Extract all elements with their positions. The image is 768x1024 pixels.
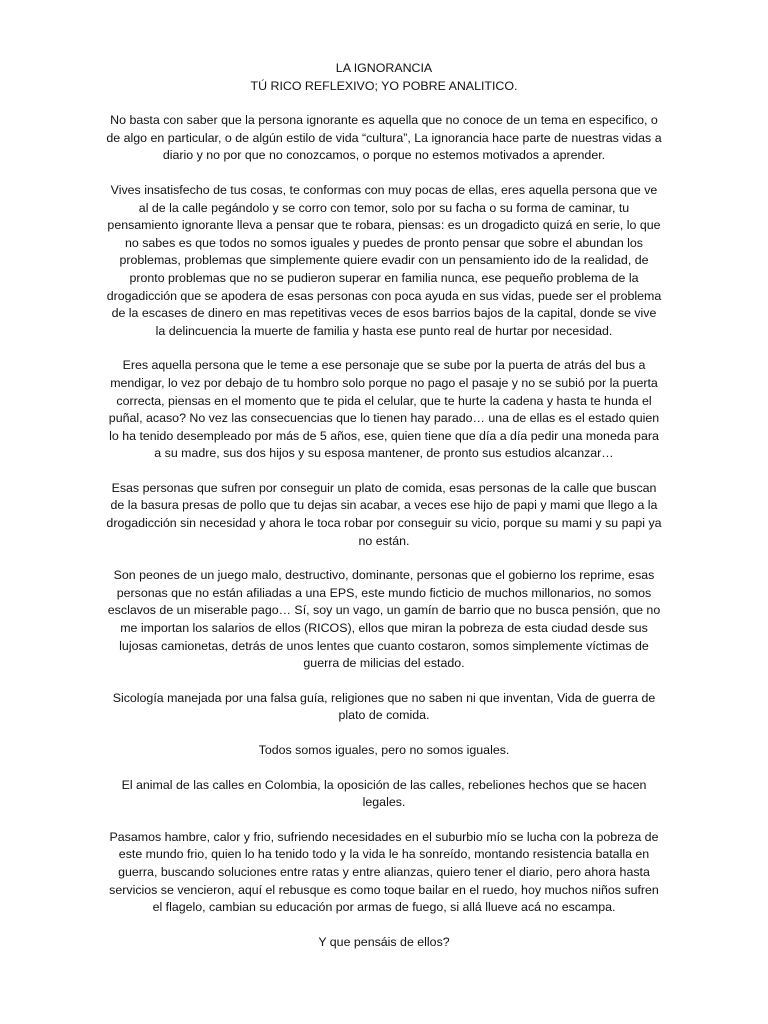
paragraph-1: No basta con saber que la persona ignorante es aquella que no conoce de un tema en especifico, o de algo en particular, o de algún estilo de vida “cultura”, La ignorancia hace parte de nuestras vidas a diario y no por que no conozcamos, o porque no estemos motivados a aprender. (106, 113, 662, 163)
document-subtitle: TÚ RICO REFLEXIVO; YO POBRE ANALITICO. (250, 78, 518, 93)
paragraph-7: Todos somos iguales, pero no somos iguales. (258, 743, 510, 757)
paragraph-10: Y que pensáis de ellos? (318, 934, 450, 949)
paragraph-3: Eres aquella persona que le teme a ese personaje que se sube por la puerta de atrás del bus a mendigar, lo vez por debajo de tu hombro solo porque no pago el pasaje y no se subió por la puerta correcta, piensas en el momento que te pida el celular, que te hurte la cadena y hasta te hunda el puñal, acaso? No vez las consecuencias que lo tienen hay parado… una de ellas es el estado quien lo ha tenido desempleado por más de 5 años, ese, quien tiene que día a día pedir una moneda para a su madre, sus dos hijos y su esposa mantener, de pronto sus estudios alcanzar… (108, 358, 660, 461)
paragraph-9: Pasamos hambre, calor y frio, sufriendo necesidades en el suburbio mío se lucha con la pobreza de este mundo frio, quien lo ha tenido todo y la vida le ha sonreído, montando resistencia batalla en guerra, buscando soluciones entre ratas y entre alianzas, quiero tener el diario, pero ahora hasta servicios se vencieron, aquí el rebusque es como toque bailar en el ruedo, hoy muchos niños sufren el flagelo, cambian su educación por armas de fuego, si allá llueve acá no escampa. (109, 829, 659, 915)
paragraph-8: El animal de las calles en Colombia, la oposición de las calles, rebeliones hechos que se hacen legales. (121, 777, 647, 810)
paragraph-5: Son peones de un juego malo, destructivo, dominante, personas que el gobierno los reprime, esas personas que no están afiliadas a una EPS, este mundo ficticio de muchos millonarios, no somos esclavos de un miserable pago… Sí, soy un vago, un gamín de barrio que no busca pensión, que no me importan los salarios de ellos (RICOS), ellos que miran la pobreza de esta ciudad desde sus lujosas camionetas, detrás de unos lentes que cuanto costaron, somos simplemente víctimas de guerra de milicias del estado. (107, 568, 661, 671)
paragraph-4: Esas personas que sufren por conseguir un plato de comida, esas personas de la calle que buscan de la basura presas de pollo que tu dejas sin acabar, a veces ese hijo de papi y mami que llego a la drogadicción sin necesidad y ahora le toca robar por conseguir su vicio, porque su mami y su papi ya no están. (106, 480, 662, 548)
paragraph-6: Sicología manejada por una falsa guía, religiones que no saben ni que inventan, Vida de guerra de plato de comida. (112, 690, 656, 723)
document-title: LA IGNORANCIA (335, 61, 433, 75)
paragraph-2: Vives insatisfecho de tus cosas, te conformas con muy pocas de ellas, eres aquella persona que ve al de la calle pegándolo y se corro con temor, solo por su facha o su forma de caminar, tu pensamiento ignorante lleva a pensar que te robara, piensas: es un drogadicto quizá en serie, lo que no sabes es que todos no somos iguales y puedes de pronto pensar que sobre el abundan los problemas, problemas que simplemente quiere evadir con un pensamiento ido de la realidad, de pronto problemas que no se pudieron superar en familia nunca, ese pequeño problema de la drogadicción que se apodera de esas personas con poca ayuda en sus vidas, puede ser el problema de la escases de dinero en mas repetitivas veces de esos barrios bajos de la capital, donde se vive la delincuencia la muerte de familia y hasta ese punto real de hurtar por necesidad. (106, 182, 662, 338)
